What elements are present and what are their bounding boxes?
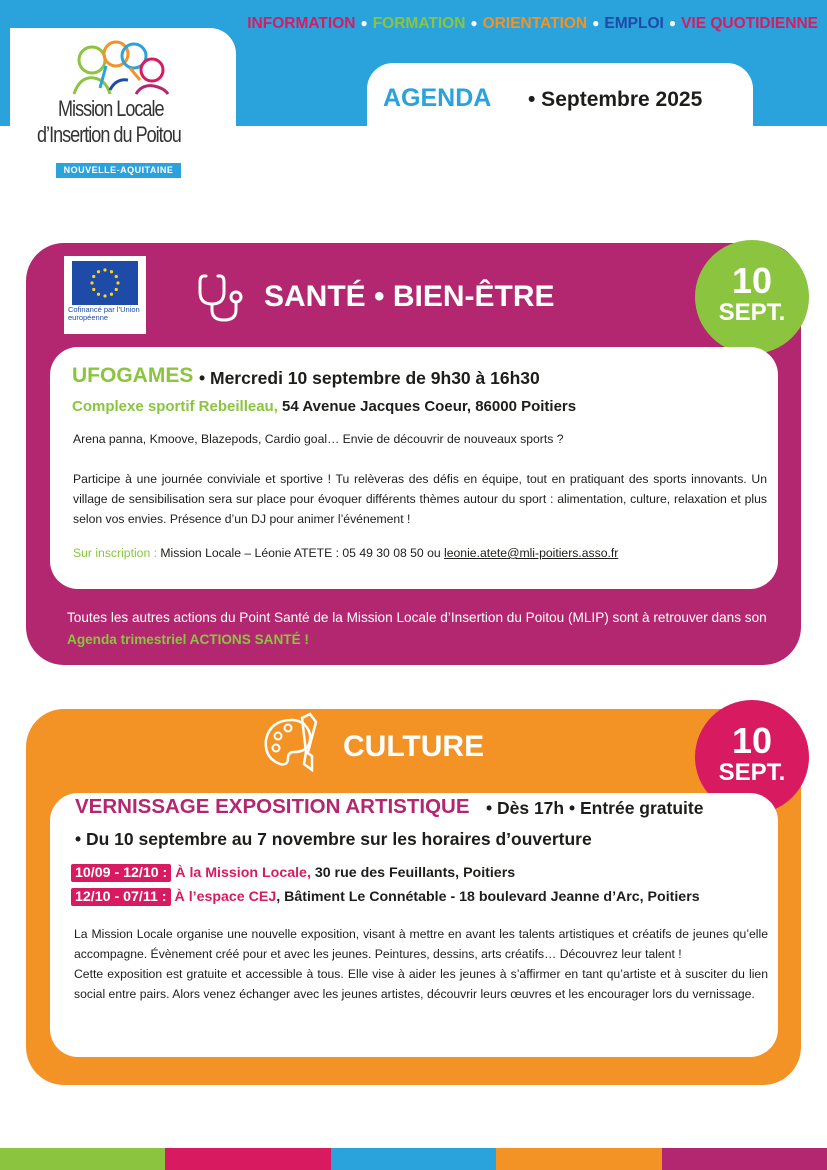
eu-star-icon [92,288,95,291]
eu-star-icon [115,288,118,291]
eu-star-icon [110,293,113,296]
agenda-date: • Septembre 2025 [528,88,703,111]
place-address: 54 Avenue Jacques Coeur, 86000 Poitiers [277,398,577,415]
badge-month: SEPT. [718,759,786,786]
location-address: , Bâtiment Le Connétable - 18 boulevard Jeanne d’Arc, Poitiers [276,889,700,905]
location-address: 30 rue des Feuillants, Poitiers [310,865,516,881]
stethoscope-icon [196,272,248,324]
agenda-sante-link[interactable]: Agenda trimestriel ACTIONS SANTÉ ! [67,632,309,647]
footer-color-segment [165,1148,330,1170]
contact-email-link[interactable]: leonie.atete@mli-poitiers.asso.fr [444,546,619,560]
paragraph: Arena panna, Kmoove, Blazepods, Cardio goal… Envie de découvrir de nouveaux sports ? [73,432,564,446]
eu-caption: Cofinancé par l’Union européenne [68,305,140,322]
footer-color-segment [331,1148,496,1170]
place-name: Complexe sportif Rebeilleau, [72,398,278,415]
eu-star-icon [115,275,118,278]
culture-title: CULTURE [343,730,485,763]
badge-day: 10 [731,260,773,301]
event-description [74,924,768,1004]
event-title: UFOGAMES [72,364,194,387]
paragraph: Cette exposition est gratuite et accessible à tous. Elle vise à aider les jeunes à s’affirmer en tant qu’artiste et à susciter du lien social entre pairs. Alors venez échanger avec les jeunes artistes, découvrir leurs œuvres et les encourager lors du vernissage. [74,967,768,1001]
sante-title: SANTÉ • BIEN-ÊTRE [264,280,555,313]
service-information: INFORMATION [247,15,356,32]
separator-dot: ● [592,16,600,30]
logo-line1: Mission Locale [58,96,164,121]
footer-color-segment [496,1148,661,1170]
event-title: VERNISSAGE EXPOSITION ARTISTIQUE [75,795,470,818]
footer-text: Toutes les autres actions du Point Santé de la Mission Locale d’Insertion du Poitou (MLIP) sont à retrouver dans son [67,610,767,625]
palette-icon [262,712,320,772]
footer-color-segment [662,1148,827,1170]
location-place: À l’espace CEJ [174,889,277,905]
event-description [73,429,767,549]
location-place: À la Mission Locale, [175,865,311,881]
badge-month: SEPT. [718,299,786,326]
eu-star-icon [97,270,100,273]
eu-star-icon [92,275,95,278]
service-emploi: EMPLOI [604,15,664,32]
separator-dot: ● [470,16,478,30]
event-date: • Mercredi 10 septembre de 9h30 à 16h30 [199,368,540,388]
event-contact [73,546,618,560]
location-dates: 10/09 - 12/10 : [71,864,171,882]
separator-dot: ● [668,16,677,30]
eu-star-icon [97,293,100,296]
event-location [72,398,576,415]
eu-flag-icon [72,261,138,305]
event-period: • Du 10 septembre au 7 novembre sur les horaires d’ouverture [75,829,592,849]
footer-color-bar [0,1148,827,1170]
contact-text: Mission Locale – Léonie ATETE : 05 49 30 08 50 ou [157,546,445,560]
eu-star-icon [103,294,106,297]
eu-star-icon [110,270,113,273]
location-row [71,864,515,882]
sante-footer-note [67,607,787,651]
service-formation: FORMATION [372,15,466,32]
eu-star-icon [90,281,93,284]
paragraph: La Mission Locale organise une nouvelle exposition, visant à mettre en avant les talents artistiques et créatifs de jeunes qu’elle accompagne. Évènement créé pour et avec les jeunes. Peintures, dessins, arts créatifs… Découvrez leur talent ! [74,927,768,961]
services-line [247,15,818,33]
eu-star-icon [103,268,106,271]
location-dates: 12/10 - 07/11 : [71,888,171,906]
logo-people-icon [70,40,180,96]
paragraph: Participe à une journée conviviale et sportive ! Tu relèveras des défis en équipe, tout en pratiquant des sports innovants. Un village de sensibilisation sera sur place pour évoquer différents thèmes autour du sport : alimentation, culture, relaxation et plus selon vos envies. Présence d’un DJ pour animer l’événement ! [73,472,767,526]
service-orientation: ORIENTATION [482,15,588,32]
logo-region: NOUVELLE-AQUITAINE [56,163,181,178]
logo-line2: d’Insertion du Poitou [37,122,181,147]
eu-star-icon [116,281,119,284]
agenda-title: AGENDA [383,84,492,112]
footer-color-segment [0,1148,165,1170]
contact-label: Sur inscription : [73,546,157,560]
separator-dot: ● [360,16,368,30]
badge-day: 10 [731,720,773,761]
sante-date-badge [695,240,809,354]
service-vie-quotidienne: VIE QUOTIDIENNE [681,15,818,32]
event-when: • Dès 17h • Entrée gratuite [486,798,704,818]
location-row [71,888,700,906]
